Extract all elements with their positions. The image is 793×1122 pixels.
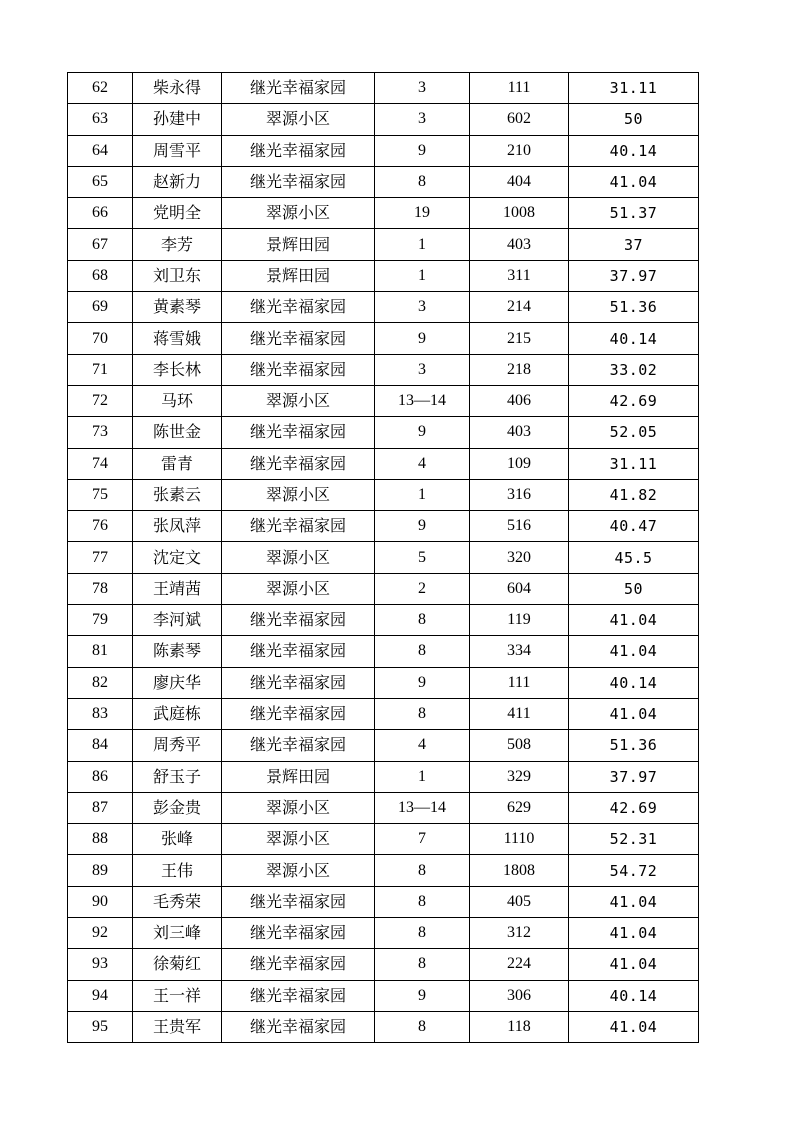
name-cell: 柴永得 bbox=[133, 73, 222, 104]
area-cell: 51.36 bbox=[569, 730, 699, 761]
room-cell: 111 bbox=[470, 73, 569, 104]
name-cell: 周秀平 bbox=[133, 730, 222, 761]
building-cell: 13—14 bbox=[375, 385, 470, 416]
name-cell: 武庭栋 bbox=[133, 698, 222, 729]
area-cell: 50 bbox=[569, 573, 699, 604]
room-cell: 1110 bbox=[470, 824, 569, 855]
table-row bbox=[68, 667, 699, 698]
row-number-cell: 82 bbox=[68, 667, 133, 698]
name-cell: 彭金贵 bbox=[133, 792, 222, 823]
name-cell: 陈世金 bbox=[133, 417, 222, 448]
table-body bbox=[68, 73, 699, 1043]
area-cell: 41.82 bbox=[569, 479, 699, 510]
table-row bbox=[68, 824, 699, 855]
row-number-cell: 84 bbox=[68, 730, 133, 761]
community-cell: 翠源小区 bbox=[222, 542, 375, 573]
building-cell: 9 bbox=[375, 417, 470, 448]
name-cell: 李河斌 bbox=[133, 605, 222, 636]
room-cell: 214 bbox=[470, 292, 569, 323]
area-cell: 41.04 bbox=[569, 166, 699, 197]
row-number-cell: 70 bbox=[68, 323, 133, 354]
table-row bbox=[68, 260, 699, 291]
name-cell: 沈定文 bbox=[133, 542, 222, 573]
community-cell: 翠源小区 bbox=[222, 479, 375, 510]
row-number-cell: 94 bbox=[68, 980, 133, 1011]
area-cell: 40.14 bbox=[569, 667, 699, 698]
building-cell: 8 bbox=[375, 636, 470, 667]
table-row bbox=[68, 918, 699, 949]
building-cell: 8 bbox=[375, 949, 470, 980]
building-cell: 7 bbox=[375, 824, 470, 855]
name-cell: 王一祥 bbox=[133, 980, 222, 1011]
area-cell: 41.04 bbox=[569, 949, 699, 980]
building-cell: 19 bbox=[375, 198, 470, 229]
community-cell: 继光幸福家园 bbox=[222, 698, 375, 729]
room-cell: 508 bbox=[470, 730, 569, 761]
room-cell: 224 bbox=[470, 949, 569, 980]
room-cell: 404 bbox=[470, 166, 569, 197]
community-cell: 继光幸福家园 bbox=[222, 636, 375, 667]
community-cell: 继光幸福家园 bbox=[222, 354, 375, 385]
room-cell: 516 bbox=[470, 511, 569, 542]
area-cell: 50 bbox=[569, 104, 699, 135]
table-row bbox=[68, 730, 699, 761]
community-cell: 翠源小区 bbox=[222, 824, 375, 855]
area-cell: 51.37 bbox=[569, 198, 699, 229]
name-cell: 毛秀荣 bbox=[133, 886, 222, 917]
table-row bbox=[68, 949, 699, 980]
room-cell: 111 bbox=[470, 667, 569, 698]
community-cell: 继光幸福家园 bbox=[222, 1011, 375, 1042]
row-number-cell: 90 bbox=[68, 886, 133, 917]
name-cell: 李芳 bbox=[133, 229, 222, 260]
name-cell: 廖庆华 bbox=[133, 667, 222, 698]
name-cell: 刘三峰 bbox=[133, 918, 222, 949]
name-cell: 李长林 bbox=[133, 354, 222, 385]
row-number-cell: 68 bbox=[68, 260, 133, 291]
table-row bbox=[68, 761, 699, 792]
community-cell: 继光幸福家园 bbox=[222, 667, 375, 698]
area-cell: 45.5 bbox=[569, 542, 699, 573]
room-cell: 316 bbox=[470, 479, 569, 510]
building-cell: 8 bbox=[375, 855, 470, 886]
building-cell: 8 bbox=[375, 698, 470, 729]
building-cell: 9 bbox=[375, 511, 470, 542]
name-cell: 陈素琴 bbox=[133, 636, 222, 667]
room-cell: 411 bbox=[470, 698, 569, 729]
table-row bbox=[68, 1011, 699, 1042]
building-cell: 13—14 bbox=[375, 792, 470, 823]
area-cell: 42.69 bbox=[569, 385, 699, 416]
community-cell: 翠源小区 bbox=[222, 104, 375, 135]
room-cell: 109 bbox=[470, 448, 569, 479]
row-number-cell: 81 bbox=[68, 636, 133, 667]
housing-allocation-table bbox=[67, 72, 699, 1043]
name-cell: 王贵军 bbox=[133, 1011, 222, 1042]
community-cell: 翠源小区 bbox=[222, 855, 375, 886]
table-row bbox=[68, 980, 699, 1011]
community-cell: 继光幸福家园 bbox=[222, 730, 375, 761]
room-cell: 1008 bbox=[470, 198, 569, 229]
area-cell: 33.02 bbox=[569, 354, 699, 385]
name-cell: 马环 bbox=[133, 385, 222, 416]
row-number-cell: 93 bbox=[68, 949, 133, 980]
community-cell: 翠源小区 bbox=[222, 573, 375, 604]
area-cell: 41.04 bbox=[569, 1011, 699, 1042]
area-cell: 41.04 bbox=[569, 918, 699, 949]
area-cell: 52.31 bbox=[569, 824, 699, 855]
area-cell: 41.04 bbox=[569, 636, 699, 667]
name-cell: 周雪平 bbox=[133, 135, 222, 166]
building-cell: 1 bbox=[375, 260, 470, 291]
room-cell: 320 bbox=[470, 542, 569, 573]
area-cell: 42.69 bbox=[569, 792, 699, 823]
row-number-cell: 89 bbox=[68, 855, 133, 886]
name-cell: 刘卫东 bbox=[133, 260, 222, 291]
community-cell: 继光幸福家园 bbox=[222, 918, 375, 949]
row-number-cell: 92 bbox=[68, 918, 133, 949]
name-cell: 张凤萍 bbox=[133, 511, 222, 542]
table-row bbox=[68, 292, 699, 323]
area-cell: 52.05 bbox=[569, 417, 699, 448]
building-cell: 8 bbox=[375, 918, 470, 949]
name-cell: 黄素琴 bbox=[133, 292, 222, 323]
table-row bbox=[68, 104, 699, 135]
table-row bbox=[68, 855, 699, 886]
table-row bbox=[68, 792, 699, 823]
area-cell: 31.11 bbox=[569, 73, 699, 104]
community-cell: 继光幸福家园 bbox=[222, 511, 375, 542]
community-cell: 翠源小区 bbox=[222, 792, 375, 823]
room-cell: 604 bbox=[470, 573, 569, 604]
room-cell: 118 bbox=[470, 1011, 569, 1042]
row-number-cell: 78 bbox=[68, 573, 133, 604]
building-cell: 3 bbox=[375, 104, 470, 135]
community-cell: 翠源小区 bbox=[222, 385, 375, 416]
table-row bbox=[68, 73, 699, 104]
community-cell: 继光幸福家园 bbox=[222, 949, 375, 980]
table-row bbox=[68, 698, 699, 729]
table-row bbox=[68, 448, 699, 479]
area-cell: 40.14 bbox=[569, 323, 699, 354]
name-cell: 徐菊红 bbox=[133, 949, 222, 980]
row-number-cell: 87 bbox=[68, 792, 133, 823]
community-cell: 继光幸福家园 bbox=[222, 448, 375, 479]
community-cell: 继光幸福家园 bbox=[222, 292, 375, 323]
row-number-cell: 76 bbox=[68, 511, 133, 542]
row-number-cell: 67 bbox=[68, 229, 133, 260]
community-cell: 继光幸福家园 bbox=[222, 135, 375, 166]
community-cell: 继光幸福家园 bbox=[222, 605, 375, 636]
room-cell: 334 bbox=[470, 636, 569, 667]
room-cell: 602 bbox=[470, 104, 569, 135]
building-cell: 4 bbox=[375, 448, 470, 479]
name-cell: 雷青 bbox=[133, 448, 222, 479]
table-row bbox=[68, 229, 699, 260]
table-row bbox=[68, 135, 699, 166]
name-cell: 张峰 bbox=[133, 824, 222, 855]
room-cell: 215 bbox=[470, 323, 569, 354]
building-cell: 5 bbox=[375, 542, 470, 573]
room-cell: 405 bbox=[470, 886, 569, 917]
building-cell: 9 bbox=[375, 980, 470, 1011]
row-number-cell: 66 bbox=[68, 198, 133, 229]
community-cell: 继光幸福家园 bbox=[222, 980, 375, 1011]
area-cell: 41.04 bbox=[569, 605, 699, 636]
room-cell: 406 bbox=[470, 385, 569, 416]
table-row bbox=[68, 542, 699, 573]
room-cell: 210 bbox=[470, 135, 569, 166]
row-number-cell: 71 bbox=[68, 354, 133, 385]
name-cell: 舒玉子 bbox=[133, 761, 222, 792]
community-cell: 继光幸福家园 bbox=[222, 73, 375, 104]
community-cell: 翠源小区 bbox=[222, 198, 375, 229]
area-cell: 37 bbox=[569, 229, 699, 260]
building-cell: 8 bbox=[375, 166, 470, 197]
table-row bbox=[68, 385, 699, 416]
row-number-cell: 64 bbox=[68, 135, 133, 166]
building-cell: 8 bbox=[375, 1011, 470, 1042]
row-number-cell: 73 bbox=[68, 417, 133, 448]
name-cell: 王伟 bbox=[133, 855, 222, 886]
table-row bbox=[68, 605, 699, 636]
area-cell: 37.97 bbox=[569, 260, 699, 291]
building-cell: 1 bbox=[375, 761, 470, 792]
table-row bbox=[68, 511, 699, 542]
room-cell: 119 bbox=[470, 605, 569, 636]
building-cell: 1 bbox=[375, 229, 470, 260]
community-cell: 继光幸福家园 bbox=[222, 323, 375, 354]
community-cell: 景辉田园 bbox=[222, 260, 375, 291]
row-number-cell: 86 bbox=[68, 761, 133, 792]
row-number-cell: 75 bbox=[68, 479, 133, 510]
area-cell: 40.14 bbox=[569, 135, 699, 166]
community-cell: 继光幸福家园 bbox=[222, 166, 375, 197]
name-cell: 孙建中 bbox=[133, 104, 222, 135]
area-cell: 40.14 bbox=[569, 980, 699, 1011]
table-row bbox=[68, 636, 699, 667]
row-number-cell: 65 bbox=[68, 166, 133, 197]
area-cell: 51.36 bbox=[569, 292, 699, 323]
table-row bbox=[68, 166, 699, 197]
table-row bbox=[68, 886, 699, 917]
row-number-cell: 69 bbox=[68, 292, 133, 323]
name-cell: 蒋雪娥 bbox=[133, 323, 222, 354]
room-cell: 403 bbox=[470, 229, 569, 260]
row-number-cell: 79 bbox=[68, 605, 133, 636]
table-row bbox=[68, 479, 699, 510]
community-cell: 景辉田园 bbox=[222, 229, 375, 260]
community-cell: 继光幸福家园 bbox=[222, 417, 375, 448]
building-cell: 9 bbox=[375, 323, 470, 354]
building-cell: 8 bbox=[375, 605, 470, 636]
room-cell: 329 bbox=[470, 761, 569, 792]
row-number-cell: 74 bbox=[68, 448, 133, 479]
building-cell: 9 bbox=[375, 135, 470, 166]
row-number-cell: 63 bbox=[68, 104, 133, 135]
building-cell: 2 bbox=[375, 573, 470, 604]
row-number-cell: 62 bbox=[68, 73, 133, 104]
area-cell: 37.97 bbox=[569, 761, 699, 792]
table-row bbox=[68, 417, 699, 448]
row-number-cell: 72 bbox=[68, 385, 133, 416]
area-cell: 54.72 bbox=[569, 855, 699, 886]
name-cell: 赵新力 bbox=[133, 166, 222, 197]
table-row bbox=[68, 573, 699, 604]
room-cell: 629 bbox=[470, 792, 569, 823]
name-cell: 张素云 bbox=[133, 479, 222, 510]
community-cell: 景辉田园 bbox=[222, 761, 375, 792]
community-cell: 继光幸福家园 bbox=[222, 886, 375, 917]
building-cell: 3 bbox=[375, 354, 470, 385]
table-row bbox=[68, 323, 699, 354]
room-cell: 403 bbox=[470, 417, 569, 448]
room-cell: 218 bbox=[470, 354, 569, 385]
row-number-cell: 95 bbox=[68, 1011, 133, 1042]
building-cell: 3 bbox=[375, 292, 470, 323]
building-cell: 4 bbox=[375, 730, 470, 761]
room-cell: 311 bbox=[470, 260, 569, 291]
room-cell: 312 bbox=[470, 918, 569, 949]
room-cell: 306 bbox=[470, 980, 569, 1011]
building-cell: 8 bbox=[375, 886, 470, 917]
name-cell: 党明全 bbox=[133, 198, 222, 229]
table-row bbox=[68, 198, 699, 229]
room-cell: 1808 bbox=[470, 855, 569, 886]
name-cell: 王靖茜 bbox=[133, 573, 222, 604]
area-cell: 41.04 bbox=[569, 886, 699, 917]
table-row bbox=[68, 354, 699, 385]
building-cell: 1 bbox=[375, 479, 470, 510]
area-cell: 41.04 bbox=[569, 698, 699, 729]
row-number-cell: 83 bbox=[68, 698, 133, 729]
building-cell: 9 bbox=[375, 667, 470, 698]
row-number-cell: 77 bbox=[68, 542, 133, 573]
area-cell: 31.11 bbox=[569, 448, 699, 479]
area-cell: 40.47 bbox=[569, 511, 699, 542]
building-cell: 3 bbox=[375, 73, 470, 104]
row-number-cell: 88 bbox=[68, 824, 133, 855]
